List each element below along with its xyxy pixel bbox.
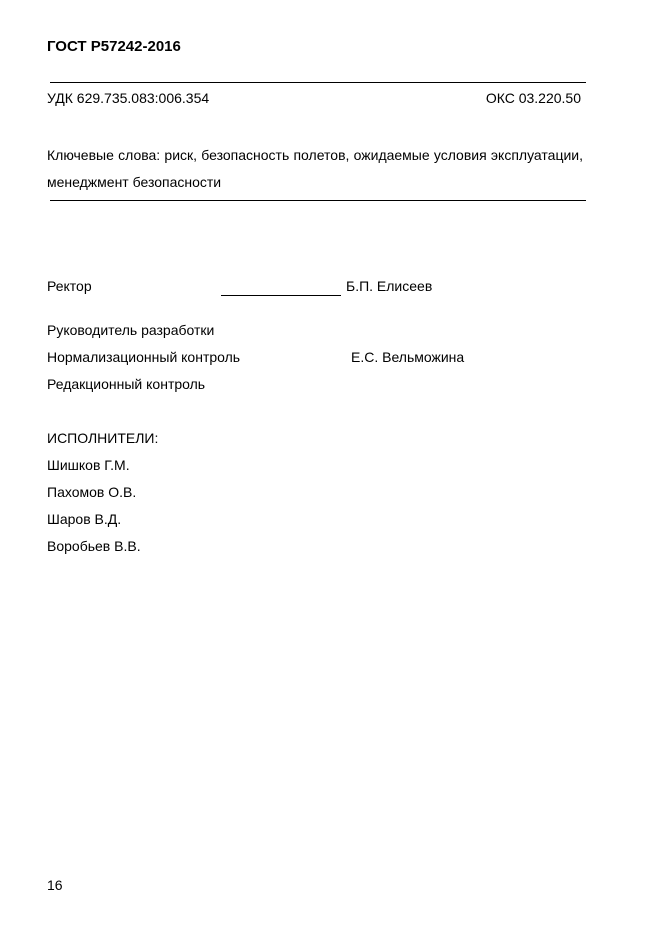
editorial-control-label: Редакционный контроль <box>47 376 206 392</box>
signature-line <box>221 295 341 296</box>
standard-code: ГОСТ Р57242-2016 <box>47 38 181 55</box>
executor-name: Шишков Г.М. <box>47 457 130 473</box>
keywords-block <box>47 142 583 196</box>
top-rule <box>50 82 586 83</box>
page-number: 16 <box>47 877 63 893</box>
norm-control-role: Нормализационный контроль <box>47 349 241 365</box>
oks-code: ОКС 03.220.50 <box>485 90 581 106</box>
executors-heading: ИСПОЛНИТЕЛИ: <box>47 430 159 446</box>
executor-name: Шаров В.Д. <box>47 511 122 527</box>
keywords-text: Ключевые слова: риск, безопасность полетов, ожидаемые условия эксплуатации, менеджмент безопасности <box>47 147 583 190</box>
rector-role: Ректор <box>47 278 92 294</box>
executor-name: Пахомов О.В. <box>47 484 137 500</box>
norm-control-name: Е.С. Вельможина <box>351 349 465 365</box>
head-of-development-label: Руководитель разработки <box>47 322 215 338</box>
bottom-rule <box>50 200 586 201</box>
executor-name: Воробьев В.В. <box>47 538 141 554</box>
rector-name: Б.П. Елисеев <box>346 278 433 294</box>
udk-code: УДК 629.735.083:006.354 <box>47 90 210 106</box>
